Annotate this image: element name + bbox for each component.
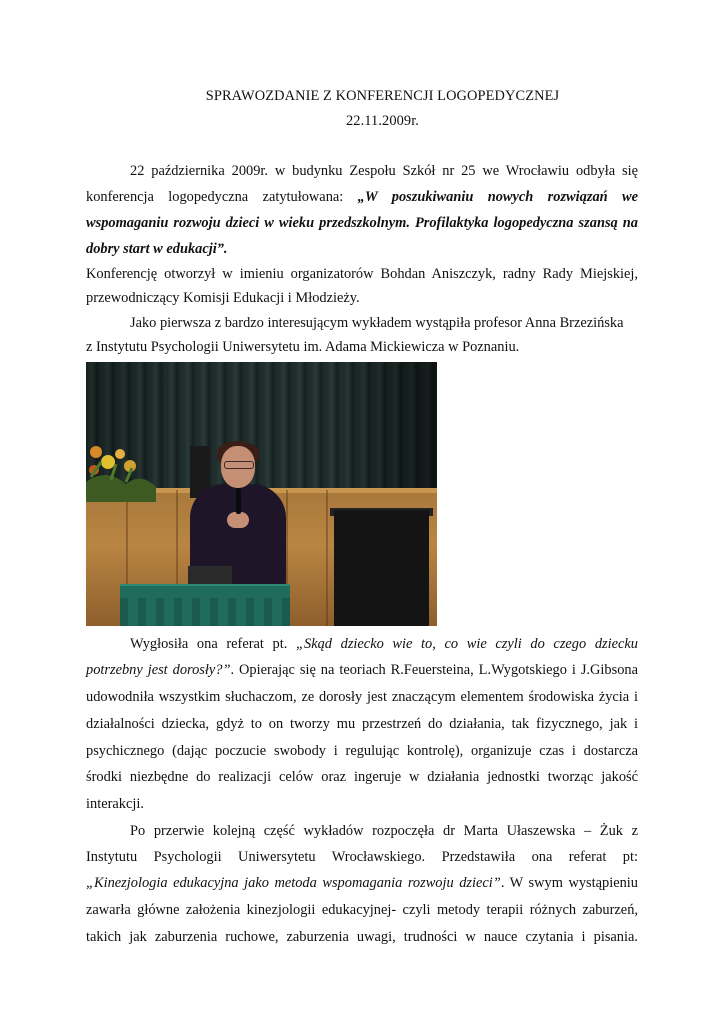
conference-title-line: dobry start w edukacji”. xyxy=(86,241,228,257)
text-run: Wygłosiła ona referat pt. xyxy=(130,636,296,652)
conference-title-line: wspomaganiu rozwoju dzieci w wieku przedszkolnym. Profilaktyka logopedyczna szansą na xyxy=(86,215,638,231)
text-run: . Opierając się na teoriach R.Feuersteina, L.Wygotskiego i J.Gibsona xyxy=(230,662,638,678)
paragraph-line: Po przerwie kolejną część wykładów rozpoczęła dr Marta Ułaszewska – Żuk z xyxy=(130,823,638,839)
text-run: . W swym wystąpieniu xyxy=(500,875,638,891)
paragraph-line: 22 października 2009r. w budynku Zespołu Szkół nr 25 we Wrocławiu odbyła się xyxy=(130,163,638,179)
paragraph-line: zawarła główne założenia kinezjologii edukacyjnej- czyli metody terapii różnych zaburzeń, xyxy=(86,902,638,918)
document-date: 22.11.2009r. xyxy=(345,113,420,129)
paragraph-line: interakcji. xyxy=(86,796,144,812)
paragraph-line xyxy=(86,874,638,892)
paragraph-line: Jako pierwsza z bardzo interesującym wykładem wystąpiła profesor Anna Brzezińska xyxy=(130,315,624,331)
lecture-title-run: potrzebny jest dorosły?” xyxy=(86,662,231,678)
flowers-decoration xyxy=(86,432,156,502)
paragraph-line: przewodniczący Komisji Edukacji i Młodzieży. xyxy=(86,290,360,306)
lecture-title-run: „Kinezjologia edukacyjna jako metoda wspomagania rozwoju dzieci” xyxy=(86,875,501,891)
paragraph-line: Instytutu Psychologii Uniwersytetu Wrocławskiego. Przedstawiła ona referat pt: xyxy=(86,849,638,865)
paragraph-line: udowodniła wszystkim słuchaczom, ze dorosły jest znaczącym elementem środowiska życia i xyxy=(86,689,638,705)
lecturer-photo xyxy=(86,362,437,626)
paragraph-line: takich jak zaburzenia ruchowe, zaburzenia uwagi, trudności w nauce czytania i pisania. xyxy=(86,929,638,945)
conference-title-run: „W poszukiwaniu nowych rozwiązań we xyxy=(357,189,638,205)
paragraph-line: psychicznego (dając poczucie swobody i regulując kontrolę), organizuje czas i dostarcza xyxy=(86,743,638,759)
document-title: SPRAWOZDANIE Z KONFERENCJI LOGOPEDYCZNEJ xyxy=(205,88,560,104)
paragraph-line xyxy=(130,635,638,653)
paragraph-line: z Instytutu Psychologii Uniwersytetu im. Adama Mickiewicza w Poznaniu. xyxy=(86,339,520,355)
paragraph-line xyxy=(86,661,638,679)
paragraph-line: działalności dziecka, gdyż to on tworzy mu przestrzeń do działania, tak fizycznego, jak i xyxy=(86,716,638,732)
lecture-title-run: „Skąd dziecko wie to, co wie czyli do czego dziecku xyxy=(296,636,638,652)
paragraph-line xyxy=(86,188,638,206)
paragraph-line: środki niezbędne do realizacji celów oraz ingeruje w działania jednostki tworząc jakość xyxy=(86,769,638,785)
text-run: konferencja logopedyczna zatytułowana: xyxy=(86,189,358,205)
paragraph-line: Konferencję otworzył w imieniu organizatorów Bohdan Aniszczyk, radny Rady Miejskiej, xyxy=(86,266,638,282)
microphone-icon xyxy=(236,488,241,514)
